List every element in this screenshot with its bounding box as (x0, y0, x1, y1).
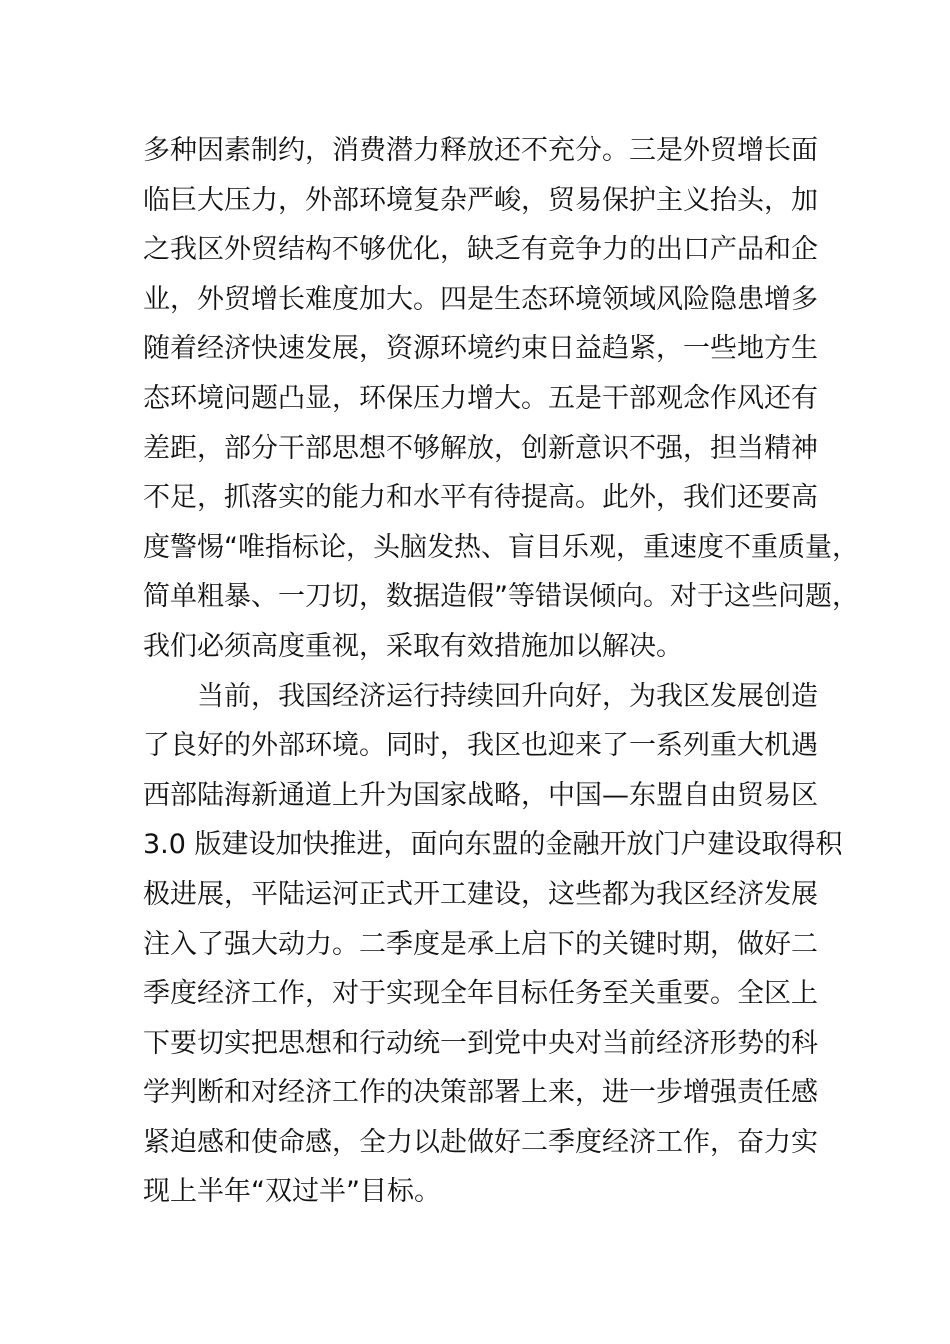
text-line: 简单粗暴、一刀切，数据造假”等错误倾向。对于这些问题， (143, 581, 859, 613)
paragraph-start-line: 当前，我国经济运行持续回升向好，为我区发展创造 (143, 680, 818, 712)
text-line: 西部陆海新通道上升为国家战略，中国—东盟自由贸易区 (143, 779, 818, 811)
text-line: 态环境问题凸显，环保压力增大。五是干部观念作风还有 (143, 382, 818, 414)
text-line: 临巨大压力，外部环境复杂严峻，贸易保护主义抬头，加 (143, 184, 818, 216)
text-line: 度警惕“唯指标论，头脑发热、盲目乐观，重速度不重质量， (143, 531, 859, 563)
text-line: 3.0 版建设加快推进，面向东盟的金融开放门户建设取得积 (143, 829, 843, 861)
text-line: 学判断和对经济工作的决策部署上来，进一步增强责任感 (143, 1077, 818, 1109)
text-line: 了良好的外部环境。同时，我区也迎来了一系列重大机遇 (143, 730, 818, 762)
text-line: 注入了强大动力。二季度是承上启下的关键时期，做好二 (143, 928, 818, 960)
text-line: 我们必须高度重视，采取有效措施加以解决。 (143, 630, 683, 662)
text-line: 业，外贸增长难度加大。四是生态环境领域风险隐患增多 (143, 283, 818, 315)
text-line: 差距，部分干部思想不够解放，创新意识不强，担当精神 (143, 432, 818, 464)
text-line: 极进展，平陆运河正式开工建设，这些都为我区经济发展 (143, 878, 818, 910)
text-line: 之我区外贸结构不够优化，缺乏有竞争力的出口产品和企 (143, 234, 818, 266)
text-line: 紧迫感和使命感，全力以赴做好二季度经济工作，奋力实 (143, 1126, 818, 1158)
text-line: 现上半年“双过半”目标。 (143, 1176, 441, 1208)
body-text (143, 126, 859, 1217)
text-line: 随着经济快速发展，资源环境约束日益趋紧，一些地方生 (143, 333, 818, 365)
text-line: 多种因素制约，消费潜力释放还不充分。三是外贸增长面 (143, 135, 818, 166)
text-line: 不足，抓落实的能力和水平有待提高。此外，我们还要高 (143, 482, 818, 514)
text-line: 季度经济工作，对于实现全年目标任务至关重要。全区上 (143, 978, 818, 1010)
text-line: 下要切实把思想和行动统一到党中央对当前经济形势的科 (143, 1027, 818, 1059)
